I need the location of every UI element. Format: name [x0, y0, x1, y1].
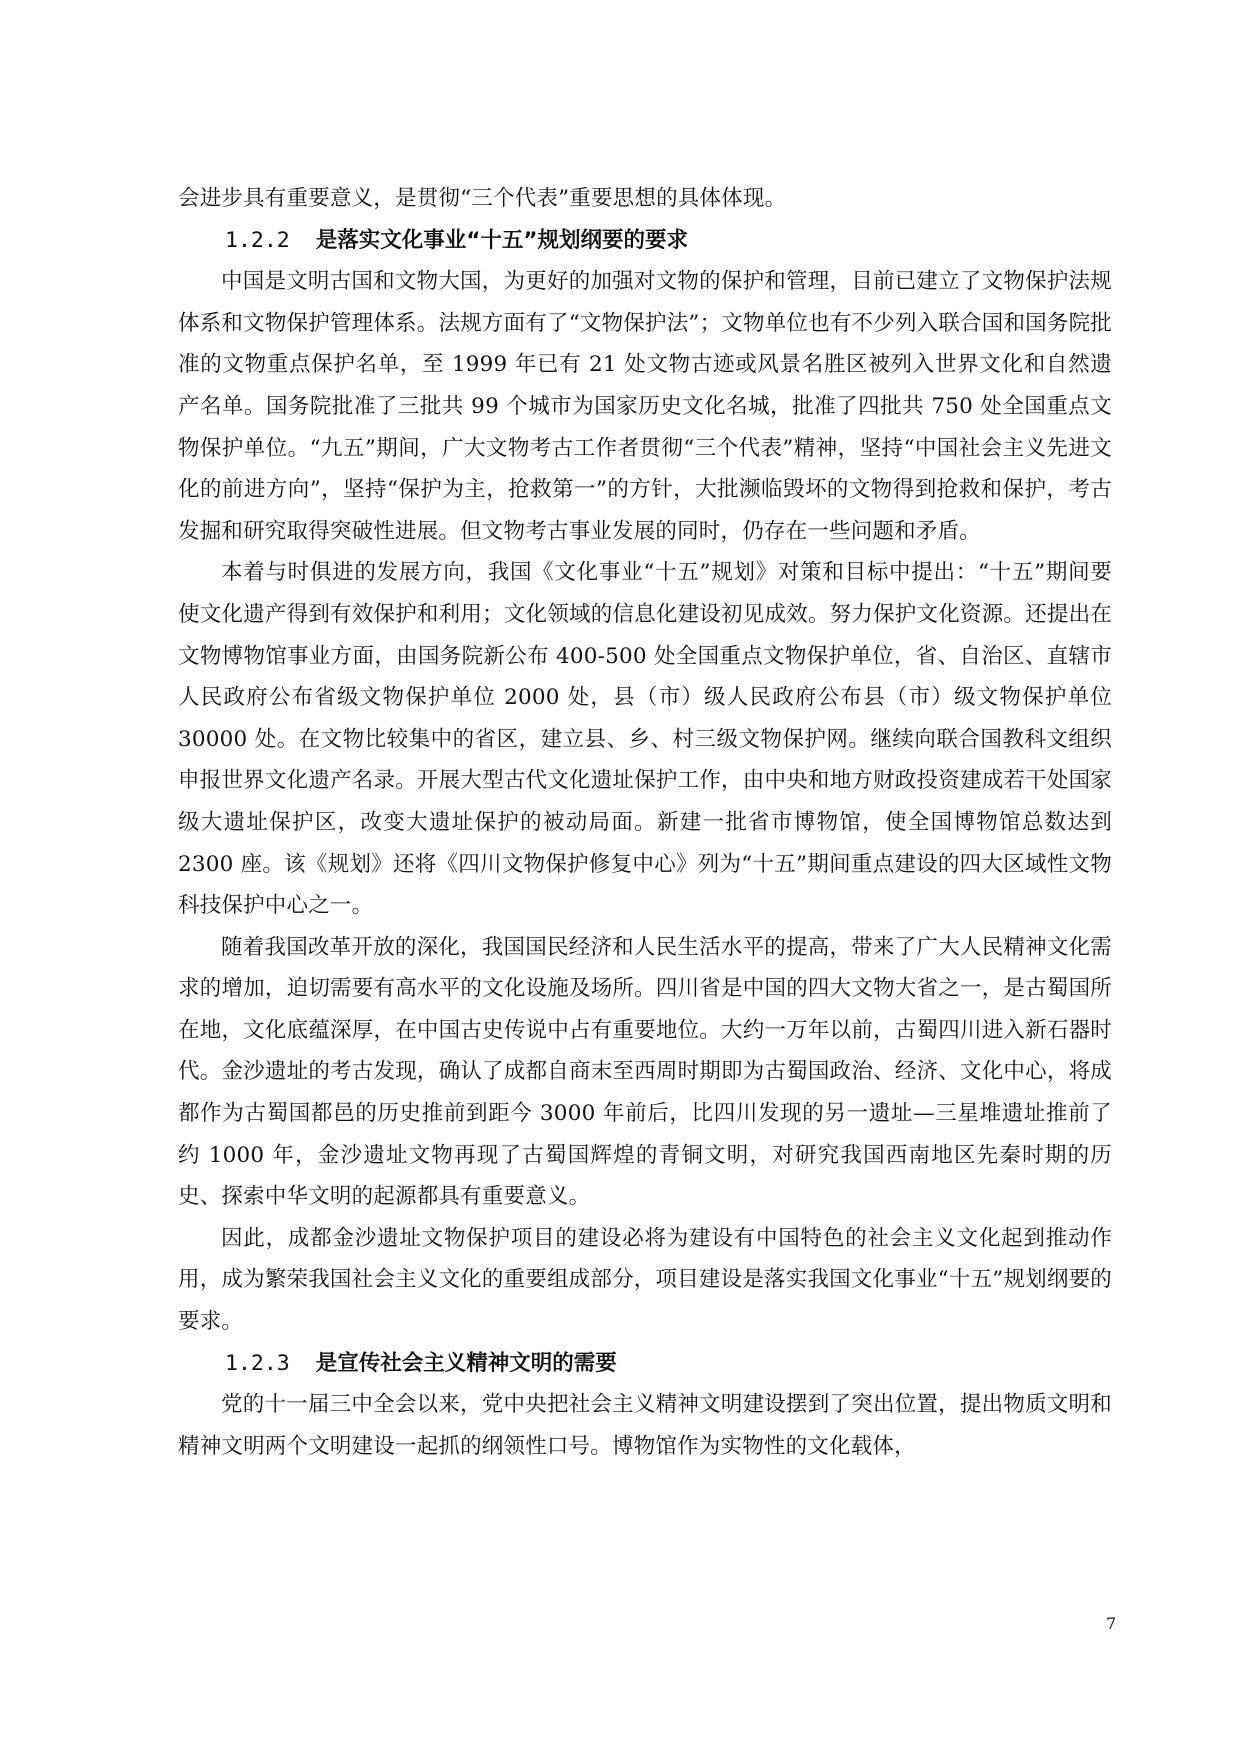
paragraph-conclusion: 因此，成都金沙遗址文物保护项目的建设必将为建设有中国特色的社会主义文化起到推动作用，成为繁荣我国社会主义文化的重要组成部分，项目建设是落实我国文化事业“十五”规划纲要的要求。 — [178, 1225, 1112, 1335]
continued-paragraph: 会进步具有重要意义，是贯彻“三个代表”重要思想的具体体现。 — [178, 186, 787, 211]
page-number: 7 — [1106, 1614, 1117, 1633]
section-heading-1-2-3 — [178, 1343, 1112, 1385]
section-number: 1.2.3 — [225, 1350, 290, 1376]
section-title: 是落实文化事业“十五”规划纲要的要求 — [315, 227, 688, 253]
paragraph-spiritual-civilization: 党的十一届三中全会以来，党中央把社会主义精神文明建设摆到了突出位置，提出物质文明和精神文明两个文明建设一起抓的纲领性口号。博物馆作为实物性的文化载体， — [178, 1392, 1112, 1459]
section-heading-1-2-2 — [178, 220, 1112, 262]
paragraph-fifteenth-plan: 本着与时俱进的发展方向，我国《文化事业“十五”规划》对策和目标中提出：“十五”期间要使文化遗产得到有效保护和利用；文化领域的信息化建设初见成效。努力保护文化资源。还提出在文物博物馆事业方面，由国务院新公布 400-500 处全国重点文物保护单位，省、自治区、直辖市人民政府公布省级文物保护单位 2000 处，县（市）级人民政府公布县（市）级文物保护单位 30000 处。在文物比较集中的省区，建立县、乡、村三级文物保护网。继续向联合国教科文组织申报世界文化遗产名录。开展大型古代文化遗址保护工作，由中央和地方财政投资建成若干处国家级大遗址保护区，改变大遗址保护的被动局面。新建一批省市博物馆，使全国博物馆总数达到 2300 座。该《规划》还将《四川文物保护修复中心》列为“十五”期间重点建设的四大区域性文物科技保护中心之一。 — [178, 560, 1112, 919]
paragraph-cultural-relics-system: 中国是文明古国和文物大国，为更好的加强对文物的保护和管理，目前已建立了文物保护法规体系和文物保护管理体系。法规方面有了“文物保护法”；文物单位也有不少列入联合国和国务院批准的文物重点保护名单，至 1999 年已有 21 处文物古迹或风景名胜区被列入世界文化和自然遗产名单。国务院批准了三批共 99 个城市为国家历史文化名城，批准了四批共 750 处全国重点文物保护单位。“九五”期间，广大文物考古工作者贯彻“三个代表”精神，坚持“中国社会主义先进文化的前进方向”，坚持“保护为主，抢救第一”的方针，大批濒临毁坏的文物得到抢救和保护，考古发掘和研究取得突破性进展。但文物考古事业发展的同时，仍存在一些问题和矛盾。 — [178, 269, 1112, 544]
section-number: 1.2.2 — [225, 227, 290, 253]
paragraph-sichuan-jinsha: 随着我国改革开放的深化，我国国民经济和人民生活水平的提高，带来了广大人民精神文化需求的增加，迫切需要有高水平的文化设施及场所。四川省是中国的四大文物大省之一，是古蜀国所在地，文化底蕴深厚，在中国古史传说中占有重要地位。大约一万年以前，古蜀四川进入新石器时代。金沙遗址的考古发现，确认了成都自商末至西周时期即为古蜀国政治、经济、文化中心，将成都作为古蜀国都邑的历史推前到距今 3000 年前后，比四川发现的另一遗址—三星堆遗址推前了约 1000 年，金沙遗址文物再现了古蜀国辉煌的青铜文明，对研究我国西南地区先秦时期的历史、探索中华文明的起源都具有重要意义。 — [178, 934, 1112, 1210]
page-content — [178, 178, 1112, 1467]
section-title: 是宣传社会主义精神文明的需要 — [315, 1350, 617, 1376]
